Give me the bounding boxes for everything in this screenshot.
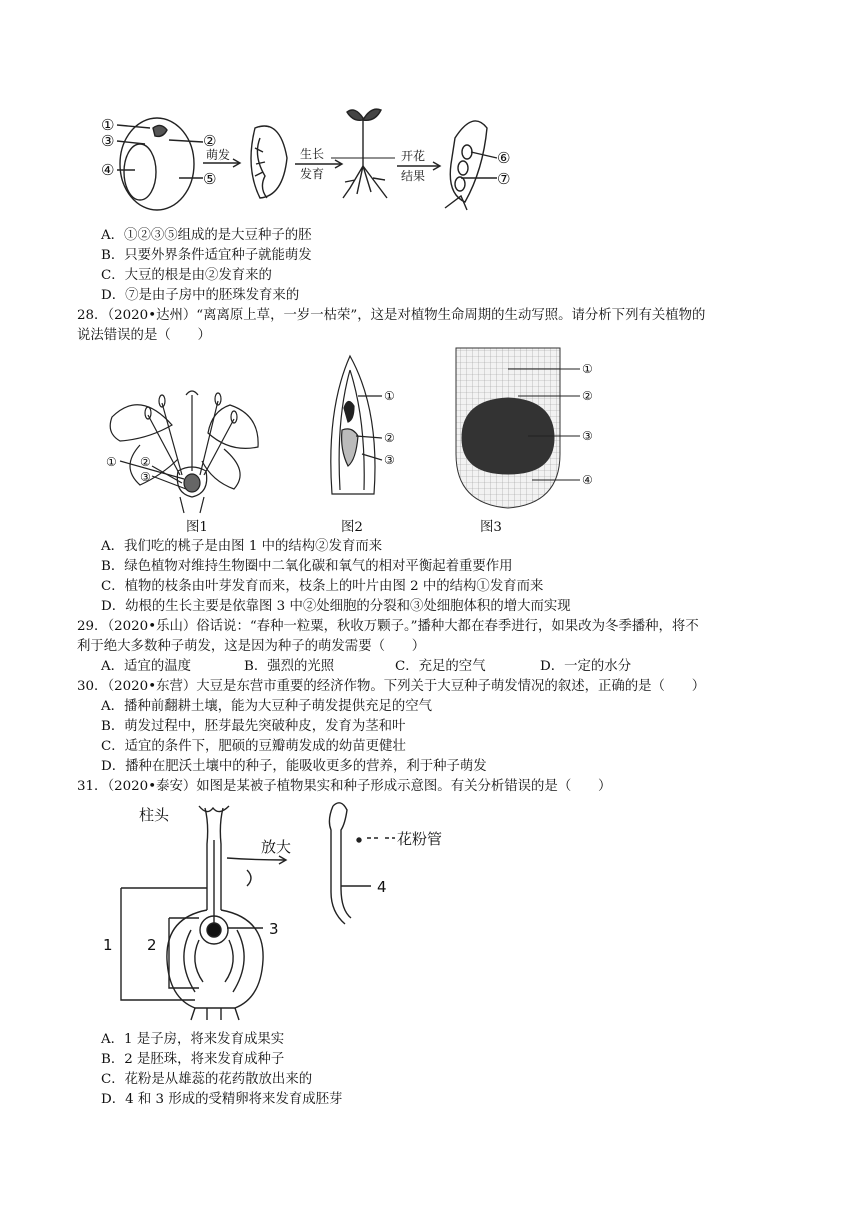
q27-arrow2-top: 生长 [300,147,325,161]
q27-option-d: D．⑦是由子房中的胚珠发育来的 [101,288,300,303]
q28-fig3-label-3: ③ [582,429,593,443]
q28-stem-line1: 28．（2020•达州）“离离原上草，一岁一枯荣”，这是对植物生命周期的生动写照。请分析下列有关植物的 [77,308,706,323]
q27-seed-germination-figure [95,98,535,220]
q27-option-c: C．大豆的根是由②发育来的 [101,268,272,283]
q31-stem: 31．（2020•泰安）如图是某被子植物果实和种子形成示意图。有关分析错误的是（ ） [77,779,612,794]
q27-label-1: ① [101,116,115,134]
q28-fig1-label-3: ③ [140,470,151,484]
q29-stem-line1: 29．（2020•乐山）俗话说：“春种一粒粟，秋收万颗子。”播种大都在春季进行，如果改为冬季播种，将不 [77,619,699,634]
q30-option-c: C．适宜的条件下，肥硕的豆瓣萌发成的幼苗更健壮 [101,739,406,754]
q27-arrow3-top: 开花 [401,149,426,163]
q31-label-pollen-tube: 花粉管 [397,830,443,848]
q28-option-a: A．我们吃的桃子是由图 1 中的结构②发育而来 [101,539,383,554]
q27-option-b: B．只要外界条件适宜种子就能萌发 [101,248,312,263]
q31-label-stigma: 柱头 [139,806,170,824]
q27-label-2: ② [203,132,217,150]
q28-option-b: B．绿色植物对维持生物圈中二氧化碳和氧气的相对平衡起着重要作用 [101,559,513,574]
q27-label-3: ③ [101,132,115,150]
q28-option-d: D．幼根的生长主要是依靠图 3 中②处细胞的分裂和③处细胞体积的增大而实现 [101,599,571,614]
q31-option-a: A．1 是子房，将来发育成果实 [101,1032,285,1047]
q31-label-4: 4 [377,878,387,896]
q27-label-7: ⑦ [497,170,511,188]
q31-label-2: 2 [147,936,157,954]
q28-fig1-label-1: ① [106,455,117,469]
q29-option-b: B．强烈的光照 [244,659,335,674]
q29-option-d: D．一定的水分 [540,659,632,674]
q27-arrow1-label: 萌发 [206,148,231,162]
q27-arrow2-bottom: 发育 [300,167,325,181]
q28-fig3-label-1: ① [582,362,593,376]
q27-label-6: ⑥ [497,149,511,167]
q30-option-a: A．播种前翻耕土壤，能为大豆种子萌发提供充足的空气 [101,699,433,714]
q28-root-tip-figure [448,344,610,512]
q28-fig3-label-4: ④ [582,473,593,487]
q27-label-4: ④ [101,161,115,179]
q28-fig1-label-2: ② [140,455,151,469]
q28-fig2-caption: 图2 [341,520,363,535]
q30-option-d: D．播种在肥沃土壤中的种子，能吸收更多的营养，利于种子萌发 [101,759,487,774]
q28-stem-line2: 说法错误的是（ ） [77,328,211,343]
q29-option-a: A．适宜的温度 [101,659,192,674]
q28-fig2-label-2: ② [384,431,395,445]
q28-fig3-label-2: ② [582,389,593,403]
q28-fig3-caption: 图3 [480,520,502,535]
q31-label-3: 3 [269,920,279,938]
q27-label-5: ⑤ [203,170,217,188]
q30-option-b: B．萌发过程中，胚芽最先突破种皮，发育为茎和叶 [101,719,406,734]
q29-option-c: C．充足的空气 [395,659,486,674]
q31-fertilization-figure [95,800,455,1022]
q28-bud-figure [318,350,410,502]
q31-label-enlarge: 放大 [261,838,292,856]
q28-fig1-caption: 图1 [186,520,208,535]
q28-flower-figure [100,375,270,515]
q28-fig2-label-3: ③ [384,453,395,467]
q27-arrow3-bottom: 结果 [401,169,426,183]
q31-option-b: B．2 是胚珠，将来发育成种子 [101,1052,285,1067]
q29-stem-line2: 利于绝大多数种子萌发，这是因为种子的萌发需要（ ） [77,639,426,654]
q27-option-a: A．①②③⑤组成的是大豆种子的胚 [101,228,312,243]
q28-fig2-label-1: ① [384,389,395,403]
q31-label-1: 1 [103,936,113,954]
q31-option-c: C．花粉是从雄蕊的花药散放出来的 [101,1072,313,1087]
q31-option-d: D．4 和 3 形成的受精卵将来发育成胚芽 [101,1092,343,1107]
q28-option-c: C．植物的枝条由叶芽发育而来，枝条上的叶片由图 2 中的结构①发育而来 [101,579,544,594]
q30-stem: 30．（2020•东营）大豆是东营市重要的经济作物。下列关于大豆种子萌发情况的叙述，正确的是（ ） [77,679,706,694]
